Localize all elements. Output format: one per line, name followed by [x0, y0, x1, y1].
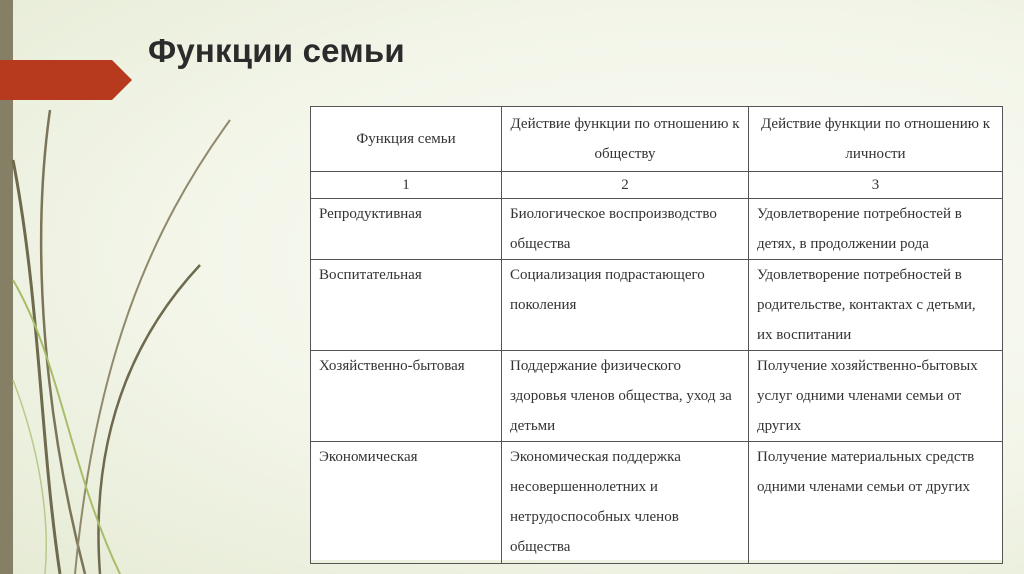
column-number-2: 2 [502, 172, 749, 199]
cell-function: Хозяйственно-бытовая [311, 351, 502, 442]
table-header-row [311, 107, 1003, 172]
table-row [311, 199, 1003, 260]
header-function: Функция семьи [311, 107, 502, 172]
grass-line-1 [13, 160, 60, 574]
table-row [311, 442, 1003, 564]
cell-society: Поддержание физического здоровья членов общества, уход за детьми [502, 351, 749, 442]
cell-person: Удовлетворение потребностей в родительстве, контактах с детьми, их воспитании [749, 260, 1003, 351]
cell-society: Экономическая поддержка несовершеннолетних и нетрудоспособных членов общества [502, 442, 749, 564]
cell-function: Репродуктивная [311, 199, 502, 260]
cell-function: Воспитательная [311, 260, 502, 351]
table-row [311, 260, 1003, 351]
functions-table [310, 106, 1003, 564]
column-number-3: 3 [749, 172, 1003, 199]
grass-line-4 [98, 265, 200, 574]
cell-society: Биологическое воспроизводство общества [502, 199, 749, 260]
cell-function: Экономическая [311, 442, 502, 564]
header-person: Действие функции по отношению к личности [749, 107, 1003, 172]
grass-line-2 [41, 110, 85, 574]
table-number-row [311, 172, 1003, 199]
cell-person: Получение хозяйственно-бытовых услуг одними членами семьи от других [749, 351, 1003, 442]
title-accent-arrow [0, 60, 132, 100]
cell-person: Получение материальных средств одними членами семьи от других [749, 442, 1003, 564]
column-number-1: 1 [311, 172, 502, 199]
slide-title: Функции семьи [148, 32, 405, 69]
functions-table-container [310, 106, 1002, 560]
header-society: Действие функции по отношению к обществу [502, 107, 749, 172]
cell-person: Удовлетворение потребностей в детях, в продолжении рода [749, 199, 1003, 260]
table-row [311, 351, 1003, 442]
cell-society: Социализация подрастающего поколения [502, 260, 749, 351]
